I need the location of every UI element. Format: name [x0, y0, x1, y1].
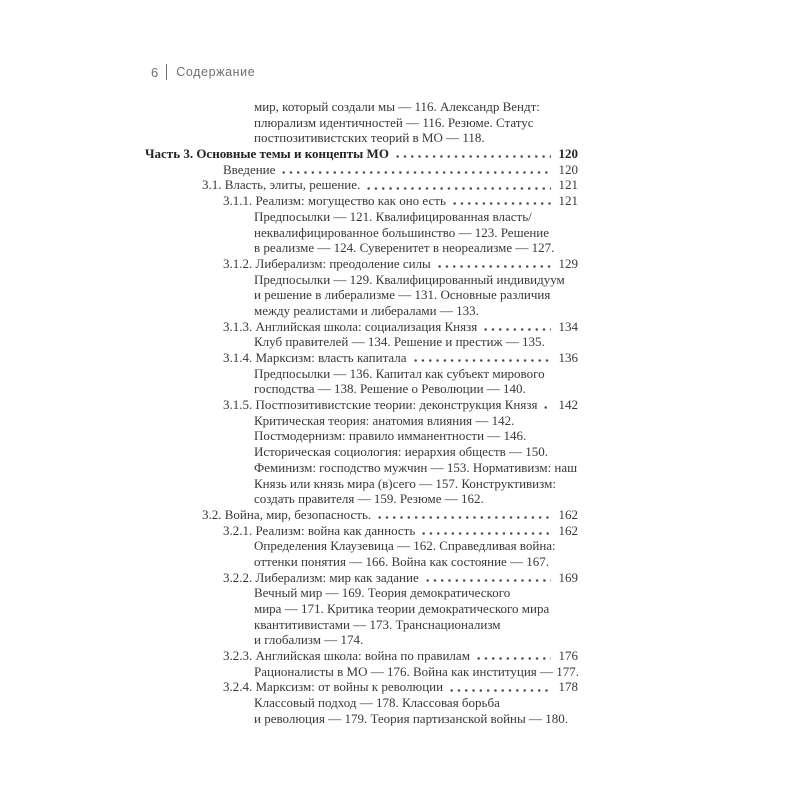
dot-leader — [448, 679, 551, 695]
toc-line — [145, 381, 578, 397]
toc-line-text: 3.1.3. Английская школа: социализация Князя — [223, 318, 478, 334]
toc-line-text: 3.1. Власть, элиты, решение. — [202, 177, 361, 193]
dot-leader — [394, 146, 551, 162]
toc-line-text: Рационалисты в МО — 176. Война как институция — 177. — [254, 663, 580, 679]
toc-line-text: 3.1.4. Марксизм: власть капитала — [223, 350, 407, 365]
toc-line — [145, 303, 578, 319]
toc-line — [145, 256, 578, 272]
toc-page-number: 121 — [558, 177, 578, 193]
toc-line — [145, 601, 578, 617]
toc-line — [145, 617, 578, 633]
toc-line-text: мира — 171. Критика теории демократического мира — [254, 601, 550, 616]
toc-line — [145, 711, 578, 727]
toc-line — [145, 507, 578, 523]
toc-line-text: мир, который создали мы — 116. Александр Вендт: — [254, 99, 540, 114]
toc-page-number: 120 — [558, 161, 578, 177]
toc-line-text: Часть 3. Основные темы и концепты МО — [145, 146, 389, 162]
toc-line — [145, 664, 578, 680]
toc-line-text: и революция — 179. Теория партизанской войны — 180. — [254, 710, 568, 726]
toc-line-text: Предпосылки — 121. Квалифицированная власть/ — [254, 208, 532, 224]
toc-line — [145, 679, 578, 695]
toc-page-number: 169 — [558, 569, 578, 585]
toc-line-text: Предпосылки — 136. Капитал как субъект мирового — [254, 365, 545, 381]
toc-page-number: 134 — [558, 318, 578, 334]
dot-leader — [424, 570, 551, 586]
toc-line-text: и глобализм — 174. — [254, 632, 364, 648]
toc-line-text: Вечный мир — 169. Теория демократического — [254, 585, 511, 601]
toc-line-text: господства — 138. Решение о Революции — 140. — [254, 381, 526, 397]
toc-line-text: Феминизм: господство мужчин — 153. Нормативизм: наш — [254, 459, 578, 475]
toc-line — [145, 177, 578, 193]
toc — [145, 99, 578, 727]
dot-leader — [376, 507, 551, 523]
running-head — [151, 64, 255, 80]
toc-line-text: Постмодернизм: правило имманентности — 146. — [254, 428, 527, 444]
toc-line-text: плюрализм идентичностей — 116. Резюме. Статус — [254, 114, 534, 130]
toc-line — [145, 538, 578, 554]
toc-line-text: 3.1.5. Постпозитивистские теории: деконструкция Князя — [223, 397, 538, 413]
dot-leader — [365, 177, 551, 193]
toc-line-text: 3.2.3. Английская школа: война по правилам — [223, 648, 470, 664]
toc-line — [145, 225, 578, 241]
toc-line — [145, 523, 578, 539]
toc-line — [145, 460, 578, 476]
toc-line — [145, 209, 578, 225]
toc-line-text: Классовый подход — 178. Классовая борьба — [254, 695, 500, 711]
toc-page-number: 120 — [558, 146, 578, 162]
dot-leader — [412, 350, 551, 366]
toc-line — [145, 334, 578, 350]
header-divider — [166, 64, 167, 80]
toc-line-text: Предпосылки — 129. Квалифицированный индивидуум — [254, 271, 565, 287]
toc-line — [145, 287, 578, 303]
dot-leader — [420, 523, 551, 539]
toc-page-number: 136 — [558, 350, 578, 365]
toc-line-text: 3.2.1. Реализм: война как данность — [223, 522, 416, 538]
toc-line — [145, 476, 578, 492]
toc-line — [145, 554, 578, 570]
toc-line-text: Определения Клаузевица — 162. Справедливая война: — [254, 538, 556, 554]
toc-line — [145, 585, 578, 601]
toc-line — [145, 648, 578, 664]
toc-line-text: квантитивистами — 173. Транснационализм — [254, 616, 501, 632]
toc-line — [145, 366, 578, 382]
toc-line-text: неквалифицированное большинство — 123. Решение — [254, 224, 550, 240]
dot-leader — [542, 397, 551, 413]
toc-page-number: 162 — [558, 522, 578, 538]
dot-leader — [280, 162, 551, 178]
toc-line-text: 3.2.2. Либерализм: мир как задание — [223, 569, 419, 585]
toc-line — [145, 397, 578, 413]
toc-page-number: 178 — [558, 679, 578, 695]
toc-line-text: оттенки понятия — 166. Война как состояние — 167. — [254, 553, 550, 569]
toc-line-text: 3.2.4. Марксизм: от войны к революции — [223, 679, 444, 695]
dot-leader — [436, 256, 551, 272]
toc-line-text: в реализме — 124. Суверенитет в неореализме — 127. — [254, 240, 555, 256]
dot-leader — [475, 648, 551, 664]
toc-line — [145, 413, 578, 429]
dot-leader — [482, 319, 551, 335]
toc-line — [145, 272, 578, 288]
toc-line-text: между реалистами и либералами — 133. — [254, 302, 479, 318]
toc-page-number: 142 — [558, 397, 578, 413]
toc-line-text: Введение — [223, 161, 276, 177]
dot-leader — [451, 193, 551, 209]
toc-line-text: 3.2. Война, мир, безопасность. — [202, 506, 372, 522]
toc-line-text: Князь или князь мира (в)сего — 157. Конструктивизм: — [254, 475, 556, 491]
toc-line-text: 3.1.2. Либерализм: преодоление силы — [223, 255, 431, 271]
toc-line-text: Историческая социология: иерархия обществ — 150. — [254, 444, 549, 460]
toc-line — [145, 115, 578, 131]
toc-page-number: 176 — [558, 648, 578, 664]
toc-line-text: создать правителя — 159. Резюме — 162. — [254, 491, 484, 507]
toc-page-number: 162 — [558, 506, 578, 522]
toc-line — [145, 570, 578, 586]
toc-line — [145, 193, 578, 209]
toc-line-text: Критическая теория: анатомия влияния — 142. — [254, 412, 515, 428]
toc-page-number: 121 — [558, 193, 578, 209]
page-number: 6 — [151, 64, 159, 80]
toc-line — [145, 130, 578, 146]
toc-line — [145, 240, 578, 256]
toc-page-number: 129 — [558, 255, 578, 271]
toc-line-text: Клуб правителей — 134. Решение и престиж — 135. — [254, 334, 545, 350]
toc-line — [145, 444, 578, 460]
toc-line — [145, 319, 578, 335]
toc-line — [145, 350, 578, 366]
toc-line-text: постпозитивистских теорий в МО — 118. — [254, 130, 485, 146]
toc-line — [145, 695, 578, 711]
toc-line — [145, 428, 578, 444]
toc-line-text: 3.1.1. Реализм: могущество как оно есть — [223, 193, 446, 209]
toc-line — [145, 99, 578, 115]
toc-line-text: и решение в либерализме — 131. Основные различия — [254, 287, 551, 303]
chapter-title: Содержание — [176, 65, 256, 79]
toc-line — [145, 491, 578, 507]
toc-line — [145, 162, 578, 178]
toc-line — [145, 632, 578, 648]
toc-line — [145, 146, 578, 162]
